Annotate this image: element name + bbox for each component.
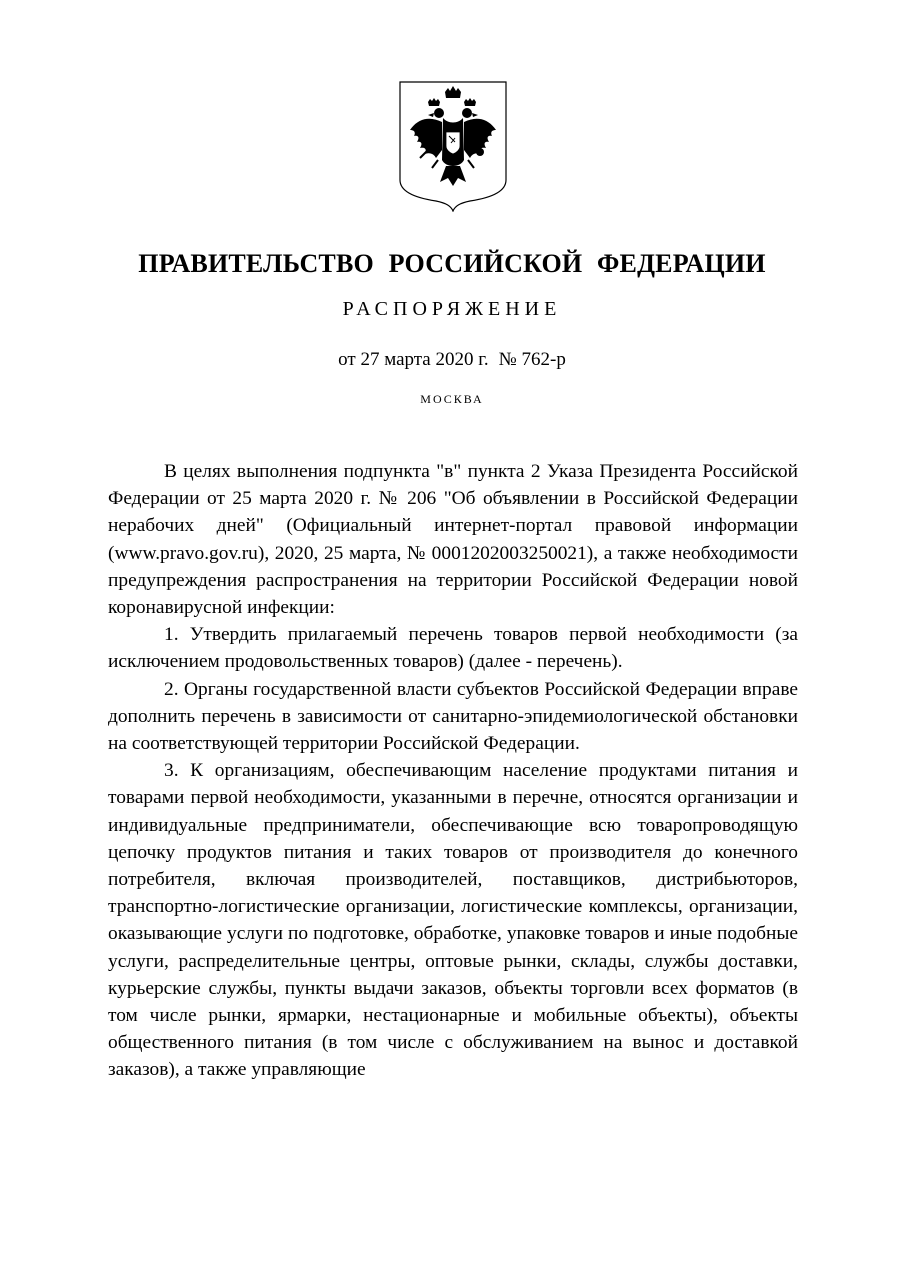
document-date: от 27 марта 2020 г. [338,349,489,370]
document-type: РАСПОРЯЖЕНИЕ [342,298,562,320]
paragraph-1: 1. Утвердить прилагаемый перечень товаров первой необходимости (за исключением продовольственных товаров) (далее - перечень). [108,624,798,673]
document-body [108,458,798,1084]
russian-coat-of-arms-icon [398,80,508,212]
document-date-line [0,345,904,375]
paragraph-preamble: В целях выполнения подпункта "в" пункта 2 Указа Президента Российской Федерации от 25 марта 2020 г. № 206 "Об объявлении в Российской Федерации нерабочих дней" (Официальный интернет-портал правовой информации (www.pravo.gov.ru), 2020, 25 марта, № 0001202003250021), а также необходимости предупреждения распространения на территории Российской Федерации новой коронавирусной инфекции: [108,461,798,619]
document-number: № 762-р [498,349,566,370]
paragraph-2: 2. Органы государственной власти субъектов Российской Федерации вправе дополнить перечень в зависимости от санитарно-эпидемиологической обстановки на соответствующей территории Российской Федерации. [108,678,798,755]
government-title: ПРАВИТЕЛЬСТВО РОССИЙСКОЙ ФЕДЕРАЦИИ [138,249,766,278]
paragraph-3: 3. К организациям, обеспечивающим население продуктами питания и товарами первой необходимости, указанными в перечне, относятся организации и индивидуальные предприниматели, обеспечивающие всю товаропроводящую цепочку продуктов питания и таких товаров от производителя до конечного потребителя, включая производителей, поставщиков, дистрибьюторов, транспортно-логистические организации, логистические комплексы, организации, оказывающие услуги по подготовке, обработке, упаковке товаров и иные подобные услуги, распределительные центры, оптовые рынки, склады, службы доставки, курьерские службы, пункты выдачи заказов, объекты торговли всех форматов (в том числе рынки, ярмарки, нестационарные и мобильные объекты), объекты общественного питания (в том числе с обслуживанием на вынос и доставкой заказов), а также управляющие [108,760,798,1081]
document-city: МОСКВА [420,392,484,406]
